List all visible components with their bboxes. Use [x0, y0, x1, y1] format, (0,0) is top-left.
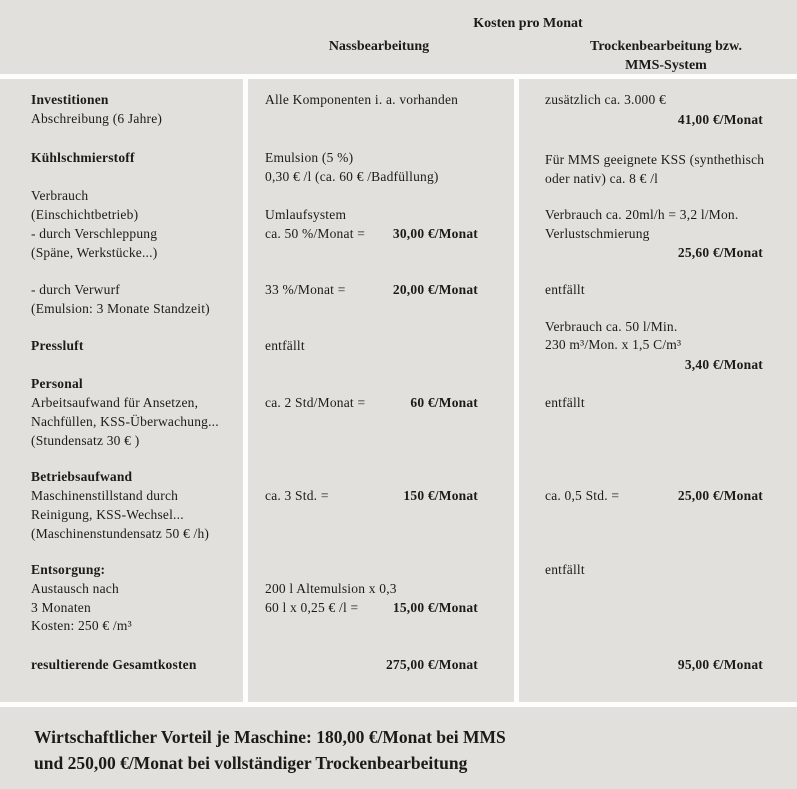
- column-header-mms-system: MMS-System: [625, 58, 707, 73]
- row-label-verschleppung: - durch Verschleppung: [31, 226, 158, 241]
- row-label-investitionen: Investitionen: [31, 92, 109, 107]
- calc-label: ca. 0,5 Std. =: [545, 488, 620, 503]
- row-label-stundensatz: (Stundensatz 30 € ): [31, 433, 140, 448]
- table-title: Kosten pro Monat: [473, 16, 583, 31]
- cell-trocken-verwurf: entfällt: [545, 282, 585, 297]
- row-label-verbrauch: Verbrauch: [31, 188, 89, 203]
- row-label-arbeitsaufwand: Arbeitsaufwand für Ansetzen,: [31, 395, 199, 410]
- cell-nass-emulsion: Emulsion (5 %): [265, 150, 354, 165]
- row-label-kuehlschmierstoff: Kühlschmierstoff: [31, 150, 135, 165]
- calc-value: 60 €/Monat: [410, 395, 478, 410]
- row-label-emulsion-standzeit: (Emulsion: 3 Monate Standzeit): [31, 301, 210, 316]
- cell-nass-personal-calc: [265, 393, 478, 412]
- row-label-austausch: Austausch nach: [31, 581, 119, 596]
- cell-trocken-kss-line1: Für MMS geeignete KSS (synthethisch: [545, 152, 765, 167]
- cell-trocken-personal: entfällt: [545, 395, 585, 410]
- cell-nass-badfuellung: 0,30 € /l (ca. 60 € /Badfüllung): [265, 169, 439, 184]
- cell-nass-betrieb-calc: [265, 486, 478, 505]
- row-label-personal: Personal: [31, 376, 83, 391]
- row-label-gesamtkosten: resultierende Gesamtkosten: [31, 657, 197, 672]
- row-label-maschinenstillstand: Maschinenstillstand durch: [31, 488, 179, 503]
- row-label-kosten: Kosten: 250 € /m³: [31, 618, 132, 633]
- cell-trocken-pressluft-line2: 230 m³/Mon. x 1,5 C/m³: [545, 337, 682, 352]
- row-label-entsorgung: Entsorgung:: [31, 562, 106, 577]
- cell-nass-pressluft: entfällt: [265, 338, 305, 353]
- cell-trocken-verlustschmierung: Verlustschmierung: [545, 226, 650, 241]
- cell-nass-entsorgung-calc: [265, 598, 478, 617]
- cell-trocken-entsorgung: entfällt: [545, 562, 585, 577]
- cell-trocken-gesamt-value: 95,00 €/Monat: [677, 657, 763, 672]
- row-label-maschinenstundensatz: (Maschinenstundensatz 50 € /h): [31, 526, 210, 541]
- column-divider-1: [243, 79, 248, 702]
- row-label-pressluft: Pressluft: [31, 338, 84, 353]
- row-label-verwurf: - durch Verwurf: [31, 282, 120, 297]
- row-label-abschreibung: Abschreibung (6 Jahre): [31, 111, 163, 126]
- row-label-nachfuellen: Nachfüllen, KSS-Überwachung...: [31, 414, 219, 429]
- row-label-spaene: (Späne, Werkstücke...): [31, 245, 158, 260]
- cell-trocken-verbrauch-value: 25,60 €/Monat: [677, 245, 763, 260]
- cell-trocken-kss-line2: oder nativ) ca. 8 € /l: [545, 171, 659, 186]
- calc-label: ca. 3 Std. =: [265, 488, 329, 503]
- row-label-betriebsaufwand: Betriebsaufwand: [31, 469, 133, 484]
- footer-advantage-line1: Wirtschaftlicher Vorteil je Maschine: 180,00 €/Monat bei MMS: [34, 727, 506, 747]
- cell-nass-gesamt-value: 275,00 €/Monat: [385, 657, 478, 672]
- calc-value: 15,00 €/Monat: [392, 600, 478, 615]
- calc-value: 30,00 €/Monat: [392, 226, 478, 241]
- calc-value: 150 €/Monat: [403, 488, 478, 503]
- row-label-reinigung: Reinigung, KSS-Wechsel...: [31, 507, 184, 522]
- calc-value: 20,00 €/Monat: [392, 282, 478, 297]
- column-divider-2: [514, 79, 519, 702]
- cell-nass-komponenten: Alle Komponenten i. a. vorhanden: [265, 92, 459, 107]
- cell-trocken-zusaetzlich: zusätzlich ca. 3.000 €: [545, 92, 666, 107]
- cell-trocken-betrieb-calc: [545, 486, 763, 505]
- cell-nass-verwurf-calc: [265, 280, 478, 299]
- cell-trocken-verbrauch20: Verbrauch ca. 20ml/h = 3,2 l/Mon.: [545, 207, 739, 222]
- calc-label: 33 %/Monat =: [265, 282, 346, 297]
- calc-label: 60 l x 0,25 € /l =: [265, 600, 359, 615]
- column-header-nassbearbeitung: Nassbearbeitung: [328, 39, 430, 54]
- row-label-einschichtbetrieb: (Einschichtbetrieb): [31, 207, 139, 222]
- row-label-monate: 3 Monaten: [31, 600, 91, 615]
- calc-label: ca. 2 Std/Monat =: [265, 395, 366, 410]
- calc-label: ca. 50 %/Monat =: [265, 226, 366, 241]
- cell-nass-verschleppung-calc: [265, 224, 478, 243]
- cell-nass-umlaufsystem: Umlaufsystem: [265, 207, 347, 222]
- cell-nass-altemulsion: 200 l Altemulsion x 0,3: [265, 581, 397, 596]
- cell-trocken-pressluft-value: 3,40 €/Monat: [684, 357, 763, 372]
- calc-value: 25,00 €/Monat: [677, 488, 763, 503]
- column-header-trockenbearbeitung: Trockenbearbeitung bzw.: [590, 39, 742, 54]
- cell-trocken-pressluft-line1: Verbrauch ca. 50 l/Min.: [545, 319, 678, 334]
- cell-trocken-invest-value: 41,00 €/Monat: [677, 112, 763, 127]
- footer-advantage-line2: und 250,00 €/Monat bei vollständiger Trockenbearbeitung: [34, 753, 468, 773]
